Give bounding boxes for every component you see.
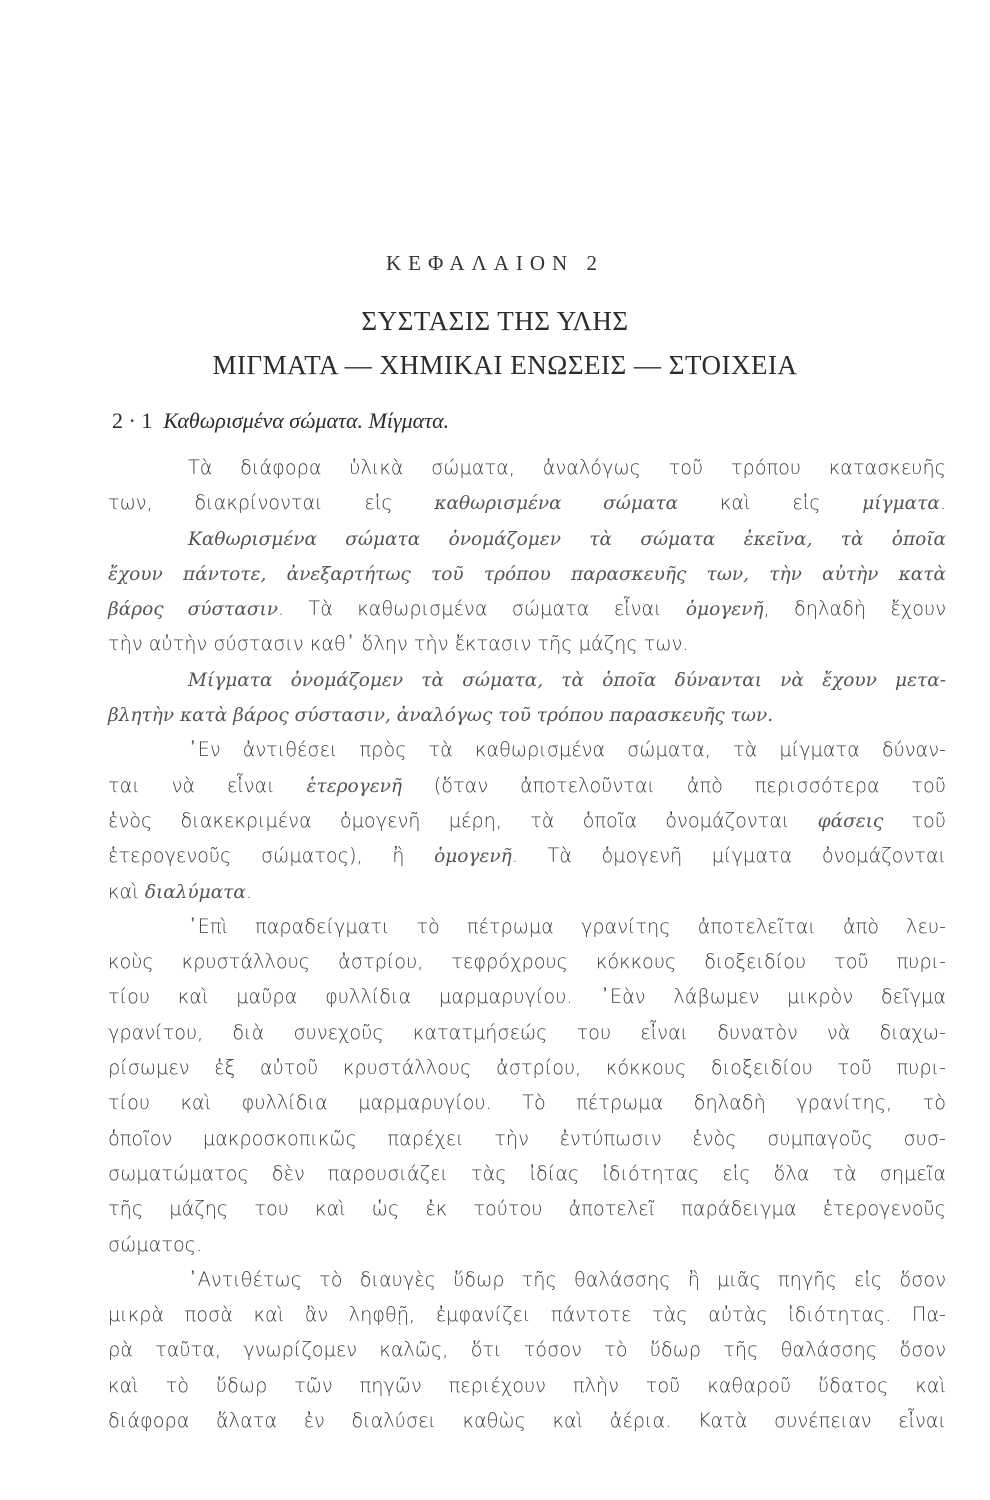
chapter-title-line-2: ΜΙΓΜΑΤΑ — ΧΗΜΙΚΑΙ ΕΝΩΣΕΙΣ — ΣΤΟΙΧΕΙΑ [212,350,798,380]
text-run: ὁποῖον μακροσκοπικῶς παρέχει τὴν ἐντύπωσιν ἑνὸς συμπαγοῦς συσ- [108,1126,946,1150]
text-run: μικρὰ ποσὰ καὶ ἂν ληφθῇ, ἐμφανίζει πάντοτε τὰς αὐτὰς ἰδιότητας. Πα- [108,1303,946,1327]
text-line [108,1262,946,1297]
text-run: . [245,879,253,903]
chapter-title-line-1: ΣΥΣΤΑΣΙΣ ΤΗΣ ΥΛΗΣ [361,306,629,336]
text-line [108,1332,946,1367]
text-run: τίου καὶ φυλλίδια μαρμαρυγίου. Τὸ πέτρωμα δηλαδὴ γρανίτης, τὸ [108,1091,946,1115]
text-run: , δηλαδὴ ἔχουν [763,597,946,621]
text-run: ᾿Αντιθέτως τὸ διαυγὲς ὕδωρ τῆς θαλάσσης ἢ μιᾶς πηγῆς εἰς ὅσον [188,1267,946,1291]
chapter-heading: ΚΕΦΑΛΑΙΟΝ 2 [386,251,604,275]
text-line [108,662,946,697]
text-run: . [939,491,946,515]
text-run: Τὰ διάφορα ὑλικὰ σώματα, ἀναλόγως τοῦ τρόπου κατασκευῆς [188,456,946,479]
text-line [108,697,946,732]
text-line [108,1297,946,1332]
text-line [108,556,946,591]
text-line [108,768,946,803]
body-text [108,450,946,1438]
text-line [108,1368,946,1403]
italic-term: Μίγματα ὀνομάζομεν τὰ σώματα, τὰ ὁποῖα δύνανται νὰ ἔχουν μετα- [188,669,946,691]
text-run: ᾿Εν ἀντιθέσει πρὸς τὰ καθωρισμένα σώματα, τὰ μίγματα δύναν- [188,738,946,762]
italic-term: καθωρισμένα σώματα [434,493,679,515]
text-line [108,485,946,520]
text-run: ται νὰ εἶναι [108,773,307,797]
text-line [108,1227,946,1262]
text-line [108,944,946,979]
text-run: ἑνὸς διακεκριμένα ὁμογενῆ μέρη, τὰ ὁποῖα ὀνομάζονται [108,808,818,832]
section-title: Καθωρισμένα σώματα. Μίγματα. [163,408,450,433]
text-run: καὶ τὸ ὕδωρ τῶν πηγῶν περιέχουν πλὴν τοῦ καθαροῦ ὕδατος καὶ [108,1373,946,1397]
text-line [108,1050,946,1085]
italic-term: βάρος σύστασιν [108,599,278,621]
text-run: ἑτερογενοῦς σώματος), ἢ [108,844,435,868]
text-run: (ὅταν ἀποτελοῦνται ἀπὸ περισσότερα τοῦ [401,773,946,797]
italic-term: ὁμογενῆ [434,846,512,868]
text-run: τῆς μάζης του καὶ ὡς ἐκ τούτου ἀποτελεῖ παράδειγμα ἑτερογενοῦς [108,1197,946,1221]
text-run: καὶ εἰς [678,491,863,515]
italic-term: ἑτερογενῆ [306,775,402,797]
text-line [108,732,946,767]
italic-term: φάσεις [817,810,884,832]
text-line [108,1085,946,1120]
text-line [108,521,946,556]
text-run: διάφορα ἅλατα ἐν διαλύσει καθὼς καὶ ἀέρια. Κατὰ συνέπειαν εἶναι [108,1409,946,1433]
text-run: σωματώματος δὲν παρουσιάζει τὰς ἰδίας ἰδιότητας εἰς ὅλα τὰ σημεῖα [108,1161,946,1185]
text-run: τίου καὶ μαῦρα φυλλίδια μαρμαρυγίου. ᾿Εὰν λάβωμεν μικρὸν δεῖγμα [108,985,946,1009]
text-run: κοὺς κρυστάλλους ἀστρίου, τεφρόχρους κόκκους διοξειδίου τοῦ πυρι- [108,950,946,974]
italic-term: Καθωρισμένα σώματα ὀνομάζομεν τὰ σώματα ἐκεῖνα, τὰ ὁποῖα [188,528,946,550]
text-run: τοῦ [883,808,946,832]
text-line [108,1156,946,1191]
text-line [108,626,946,661]
italic-term: ὁμογενῆ [685,599,764,621]
text-line [108,874,946,909]
text-run: ᾿Επὶ παραδείγματι τὸ πέτρωμα γρανίτης ἀποτελεῖται ἀπὸ λευ- [188,914,946,938]
text-line [108,838,946,873]
text-line [108,1121,946,1156]
text-run: ρὰ ταῦτα, γνωρίζομεν καλῶς, ὅτι τόσον τὸ ὕδωρ τῆς θαλάσσης ὅσον [108,1338,946,1362]
text-run: ρίσωμεν ἐξ αὐτοῦ κρυστάλλους ἀστρίου, κόκκους διοξειδίου τοῦ πυρι- [108,1056,946,1080]
text-line [108,1191,946,1226]
text-line [108,979,946,1014]
text-run: των, διακρίνονται εἰς [108,491,435,515]
text-run: γρανίτου, διὰ συνεχοῦς κατατμήσεώς του εἶναι δυνατὸν νὰ διαχω- [108,1020,946,1044]
text-line [108,1015,946,1050]
italic-term: βλητὴν κατὰ βάρος σύστασιν, ἀναλόγως τοῦ τρόπου παρασκευῆς των. [108,705,774,727]
text-run: . Τὰ ὁμογενῆ μίγματα ὀνομάζονται [511,844,946,868]
text-run: σώματος. [108,1232,203,1256]
italic-term: ἔχουν πάντοτε, ἀνεξαρτήτως τοῦ τρόπου παρασκευῆς των, τὴν αὐτὴν κατὰ [108,563,946,585]
text-line [108,1403,946,1438]
text-run: τὴν αὐτὴν σύστασιν καθ᾽ ὅλην τὴν ἔκτασιν τῆς μάζης των. [108,632,689,656]
section-number: 2 · 1 [112,408,153,433]
text-line [108,450,946,485]
text-run: . Τὰ καθωρισμένα σώματα εἶναι [277,597,686,621]
text-line [108,909,946,944]
italic-term: διαλύματα [144,881,246,903]
section-heading [112,408,449,434]
italic-term: μίγματα [862,493,940,515]
text-run: καὶ [108,879,145,903]
text-line [108,591,946,626]
text-line [108,803,946,838]
